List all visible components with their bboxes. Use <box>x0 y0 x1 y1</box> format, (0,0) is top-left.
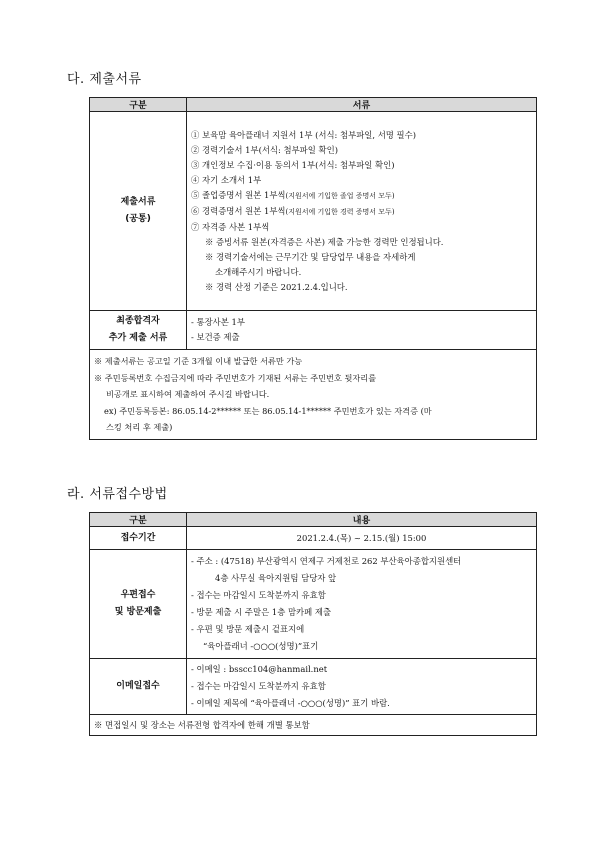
list-item: ② 경력기술서 1부(서식: 첨부파일 확인) <box>191 144 338 155</box>
table-row <box>90 550 537 659</box>
note-text: 소개해주시기 바랍니다. <box>215 266 302 277</box>
list-item: ① 보육맘 육아플래너 지원서 1부 (서식: 첨부파일, 서명 필수) <box>191 129 417 140</box>
list-item: - 접수는 마감일시 도착분까지 유효함 <box>191 590 326 600</box>
row-label-common-docs: 제출서류 (공통) <box>90 112 187 311</box>
submission-footnote: ※ 면접일시 및 장소는 서류전형 합격자에 한해 개별 통보함 <box>90 715 537 736</box>
list-item: ⑥ 경력증명서 원본 1부씩(지원서에 기입한 경력 증명서 모두) <box>191 205 395 216</box>
submission-table-header <box>90 513 537 527</box>
list-item: - 접수는 마감일시 도착분까지 유효함 <box>191 681 326 691</box>
email-submission-details <box>187 659 537 715</box>
documents-table <box>89 97 537 440</box>
list-item: - 주소 : (47518) 부산광역시 연제구 거제천로 262 부산육아종합지원센터 <box>191 556 462 566</box>
common-docs-list <box>187 112 537 311</box>
table-row <box>90 659 537 715</box>
list-item: - 통장사본 1부 <box>191 317 245 327</box>
note-text: ※ 증빙서류 원본(자격증은 사본) 제출 가능한 경력만 인정됩니다. <box>205 236 444 247</box>
header-content: 내용 <box>187 513 537 527</box>
table-row <box>90 112 537 311</box>
list-item: ⑤ 졸업증명서 원본 1부씩(지원서에 기입한 졸업 증명서 모두) <box>191 189 395 200</box>
submission-table <box>89 512 537 736</box>
row-label-final-docs: 최종합격자 추가 제출 서류 <box>90 311 187 350</box>
list-item: 4층 사무실 육아지원팀 담당자 앞 <box>215 573 337 583</box>
mail-submission-details <box>187 550 537 659</box>
list-item: - 방문 제출 시 주말은 1층 맘카페 제출 <box>191 607 332 617</box>
table-row <box>90 311 537 350</box>
header-category: 구분 <box>90 513 187 527</box>
note-text: ※ 경력 산정 기준은 2021.2.4.입니다. <box>205 281 348 292</box>
section-heading-documents: 다. 제출서류 <box>67 72 142 87</box>
list-item: - 이메일 : bsscc104@hanmail.net <box>191 664 328 674</box>
list-item: - 우편 및 방문 제출시 겉표지에 <box>191 624 305 634</box>
row-label-mail: 우편접수 및 방문제출 <box>90 550 187 659</box>
row-label-email: 이메일접수 <box>90 659 187 715</box>
section-heading-submission: 라. 서류접수방법 <box>67 487 168 502</box>
header-documents: 서류 <box>187 98 537 112</box>
table-row <box>90 350 537 440</box>
list-item: - 보건증 제출 <box>191 332 240 342</box>
final-docs-list <box>187 311 537 350</box>
list-item: - 이메일 제목에 “육아플래너 -○○○(성명)” 표기 바람. <box>191 698 390 708</box>
submission-period-value: 2021.2.4.(목) ~ 2.15.(월) 15:00 <box>187 527 537 550</box>
note-text: ※ 경력기술서에는 근무기간 및 담당업무 내용을 자세하게 <box>205 251 416 262</box>
table-row <box>90 715 537 736</box>
list-item: ③ 개인정보 수집·이용 동의서 1부(서식: 첨부파일 확인) <box>191 159 395 170</box>
documents-footnote: ※ 제출서류는 공고일 기준 3개월 이내 발급한 서류만 가능 ※ 주민등록번호 수집금지에 따라 주민번호가 기재된 서류는 주민번호 뒷자리를 비공개로 표시하여 제출하여 주시길 바랍니다. ex) 주민등록등본: 86.05.14-2****** 또는 86.05.14-1****** 주민번호가 있는 자격증 (마 스킹 처리 후 제출) <box>90 350 537 440</box>
header-category: 구분 <box>90 98 187 112</box>
list-item: “육아플래너 -○○○(성명)”표기 <box>203 641 319 651</box>
documents-table-header <box>90 98 537 112</box>
table-row <box>90 527 537 550</box>
row-label-period: 접수기간 <box>90 527 187 550</box>
list-item: ⑦ 자격증 사본 1부씩 <box>191 221 270 232</box>
list-item: ④ 자기 소개서 1부 <box>191 174 262 185</box>
